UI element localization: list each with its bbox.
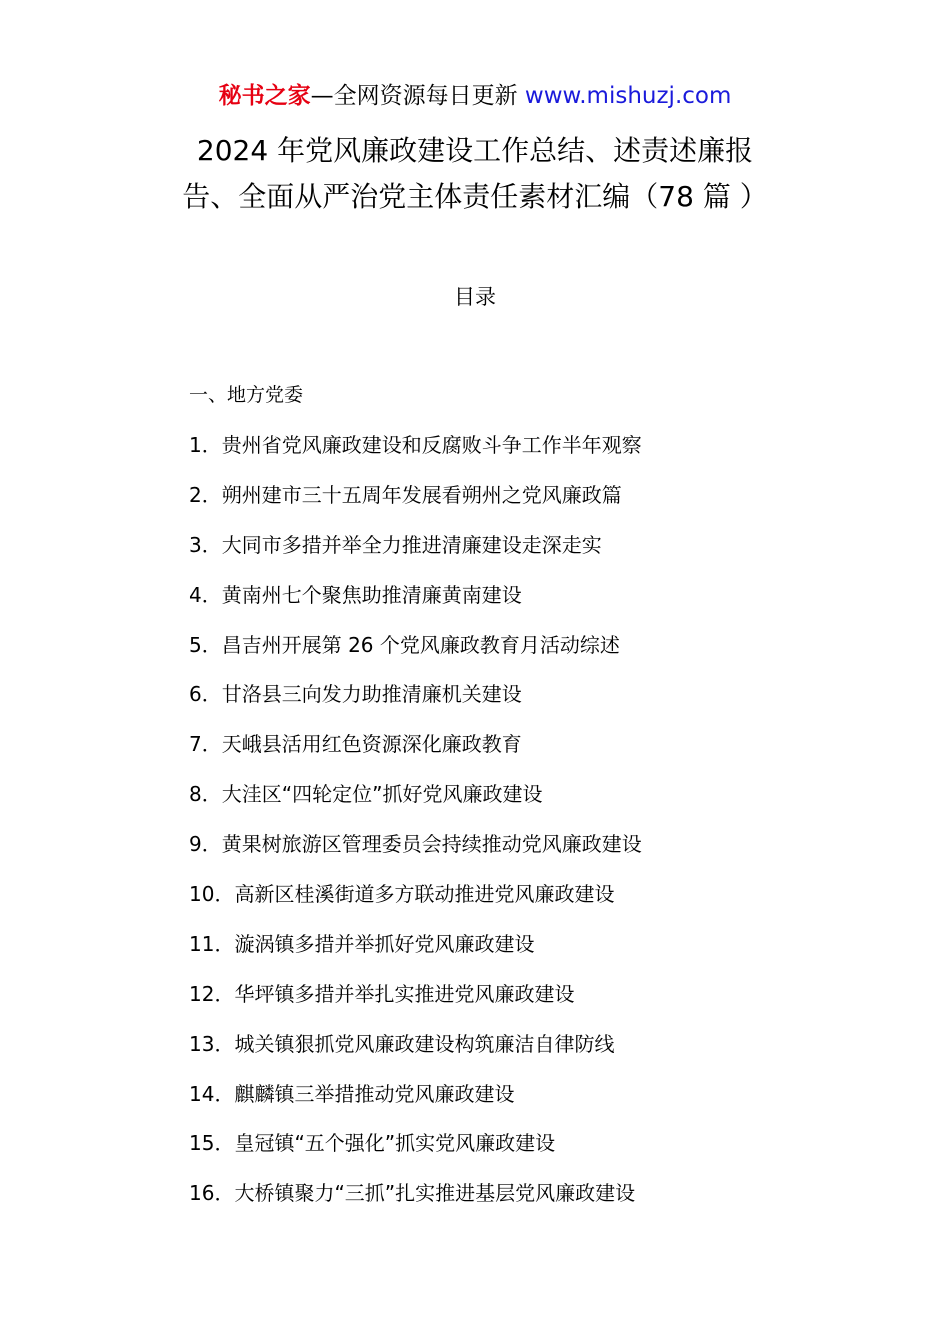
toc-item: 7．天峨县活用红色资源深化廉政教育 (189, 732, 522, 757)
toc-item: 14．麒麟镇三举措推动党风廉政建设 (189, 1081, 515, 1106)
toc-item: 13．城关镇狠抓党风廉政建设构筑廉洁自律防线 (189, 1031, 615, 1056)
toc-item: 4．黄南州七个聚焦助推清廉黄南建设 (189, 582, 522, 607)
toc-item: 12．华坪镇多措并举扎实推进党风廉政建设 (189, 981, 575, 1006)
toc-item: 3．大同市多措并举全力推进清廉建设走深走实 (189, 532, 602, 557)
toc-item: 1．贵州省党风廉政建设和反腐败斗争工作半年观察 (189, 433, 642, 457)
document-title (100, 128, 850, 220)
toc-item: 2．朔州建市三十五周年发展看朔州之党风廉政篇 (189, 482, 622, 507)
site-url-link[interactable]: www.mishuzj.com (524, 83, 732, 109)
toc-list (189, 430, 642, 1228)
toc-heading: 目录 (454, 285, 496, 309)
site-brand: 秘书之家 (218, 83, 311, 109)
document-title-line-2: 告、全面从严治党主体责任素材汇编（78 篇 ） (182, 180, 768, 213)
site-header (0, 80, 950, 112)
toc-item: 9．黄果树旅游区管理委员会持续推动党风廉政建设 (189, 832, 642, 857)
toc-item: 11．漩涡镇多措并举抓好党风廉政建设 (189, 931, 535, 956)
toc-item: 15．皇冠镇“五个强化”抓实党风廉政建设 (189, 1131, 556, 1156)
toc-item: 6．甘洛县三向发力助推清廉机关建设 (189, 682, 522, 707)
toc-section-label: 一、地方党委 (189, 384, 304, 406)
toc-item: 10．高新区桂溪街道多方联动推进党风廉政建设 (189, 882, 615, 907)
site-tagline: —全网资源每日更新 (310, 83, 518, 109)
toc-item: 16．大桥镇聚力“三抓”扎实推进基层党风廉政建设 (189, 1181, 636, 1206)
toc-item: 5．昌吉州开展第 26 个党风廉政教育月活动综述 (189, 632, 620, 657)
toc-item: 8．大洼区“四轮定位”抓好党风廉政建设 (189, 782, 543, 807)
document-title-line-1: 2024 年党风廉政建设工作总结、述责述廉报 (196, 134, 754, 167)
